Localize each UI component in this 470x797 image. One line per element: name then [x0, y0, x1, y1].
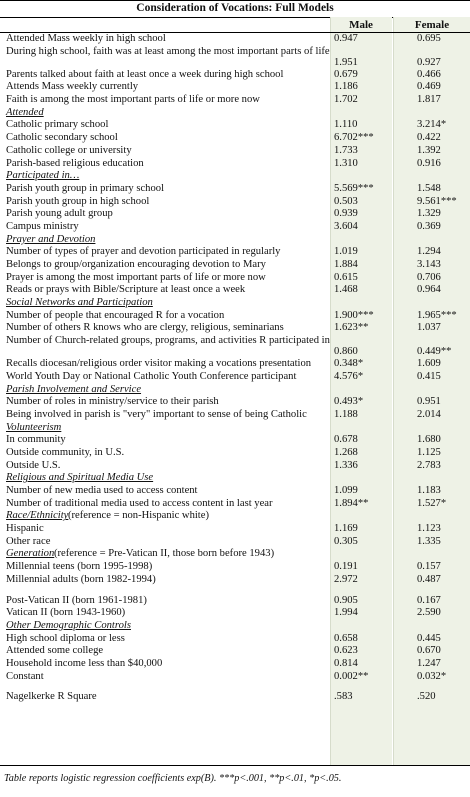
female-column-header: Female: [414, 19, 450, 31]
row-label: Attended Mass weekly in high school: [6, 33, 166, 44]
row-label: Number of Church-related groups, programs, and activities R participated in: [6, 335, 330, 347]
row-label: Outside U.S.: [6, 459, 61, 471]
male-coefficient: 1.900***: [334, 309, 374, 321]
row-label: Attended some college: [6, 645, 104, 657]
female-coefficient: 1.123: [417, 523, 441, 535]
row-label: Household income less than $40,000: [6, 657, 163, 669]
table-row: [0, 485, 470, 498]
row-label: World Youth Day or National Catholic Youth Conference participant: [6, 370, 297, 382]
row-label: Outside community, in U.S.: [6, 446, 125, 458]
row-label: Post-Vatican II (born 1961-1981): [6, 594, 147, 606]
female-coefficient: 0.167: [417, 594, 441, 606]
table-row: [0, 284, 470, 297]
table-row: [0, 158, 470, 171]
section-heading-row: [0, 472, 470, 485]
row-label: High school diploma or less: [6, 632, 125, 644]
table-note: Table reports logistic regression coefficients exp(B). ***p<.001, **p<.01, *p<.05.: [4, 773, 342, 784]
row-label: In community: [6, 434, 66, 446]
female-coefficient: 1.609: [417, 358, 441, 370]
table-row: [0, 447, 470, 460]
male-coefficient: 1.188: [334, 408, 358, 420]
female-coefficient: 1.965***: [417, 309, 457, 321]
table-row: [0, 658, 470, 671]
table-row: [0, 561, 470, 574]
table-row: [0, 196, 470, 209]
table-row: [0, 81, 470, 94]
bottom-rule: [0, 765, 470, 766]
table-row: [0, 595, 470, 608]
male-coefficient: 0.348*: [334, 358, 364, 370]
section-heading-row: [0, 107, 470, 120]
row-label: Being involved in parish is "very" important to sense of being Catholic: [6, 408, 307, 420]
section-heading-row: [0, 384, 470, 397]
male-coefficient: 0.002**: [334, 670, 369, 682]
table-row: [0, 607, 470, 620]
section-heading-row: [0, 548, 470, 561]
female-coefficient: 0.695: [417, 33, 441, 44]
section-heading: Other Demographic Controls: [6, 619, 131, 631]
female-coefficient: 0.369: [417, 220, 441, 232]
male-coefficient: 0.503: [334, 195, 358, 207]
row-label: Millennial teens (born 1995-1998): [6, 561, 153, 573]
male-coefficient: 1.169: [334, 523, 358, 535]
female-coefficient: 1.294: [417, 246, 441, 258]
table-row: [0, 33, 470, 46]
section-heading: Religious and Spiritual Media Use: [6, 472, 154, 484]
female-coefficient: 9.561***: [417, 195, 457, 207]
female-coefficient: 0.964: [417, 284, 441, 296]
female-coefficient: 1.817: [417, 94, 441, 106]
female-coefficient: 0.706: [417, 271, 441, 283]
table-row: [0, 46, 470, 69]
female-coefficient: 0.032*: [417, 670, 447, 682]
male-coefficient: 0.939: [334, 208, 358, 220]
section-heading-note: (reference = Pre-Vatican II, those born before 1943): [54, 548, 275, 560]
female-coefficient: 3.143: [417, 259, 441, 270]
section-heading-row: [0, 510, 470, 523]
row-label: Parish young adult group: [6, 208, 113, 220]
male-coefficient: 0.947: [334, 33, 358, 44]
spacer-row: [0, 587, 470, 595]
female-coefficient: 1.125: [417, 446, 441, 458]
female-coefficient: 0.916: [417, 157, 441, 169]
female-coefficient: 1.680: [417, 434, 441, 446]
row-label: Hispanic: [6, 523, 44, 535]
row-label: Belongs to group/organization encouraging devotion to Mary: [6, 259, 266, 270]
female-coefficient: 0.157: [417, 561, 441, 573]
section-heading: Generation: [6, 548, 55, 560]
female-coefficient: 1.183: [417, 485, 441, 496]
male-coefficient: 1.623**: [334, 322, 369, 334]
spacer-row: [0, 683, 470, 691]
row-label: Parish youth group in high school: [6, 195, 150, 207]
male-column-header: Male: [349, 19, 373, 31]
female-coefficient: 1.527*: [417, 497, 447, 509]
table-row: [0, 94, 470, 107]
male-coefficient: 1.994: [334, 607, 358, 619]
section-heading-row: [0, 422, 470, 435]
table-row: [0, 396, 470, 409]
male-coefficient: 2.972: [334, 573, 358, 585]
row-label: Parents talked about faith at least once a week during high school: [6, 68, 284, 80]
male-coefficient: 1.186: [334, 81, 358, 93]
male-coefficient: 0.615: [334, 271, 358, 283]
section-heading: Volunteerism: [6, 421, 62, 433]
female-coefficient: 0.445: [417, 632, 441, 644]
male-coefficient: 6.702***: [334, 132, 374, 144]
table-row: [0, 272, 470, 285]
table-row: [0, 310, 470, 323]
table-row: [0, 119, 470, 132]
row-label: During high school, faith was at least among the most important parts of life: [6, 45, 330, 57]
section-heading: Attended: [6, 106, 44, 118]
female-coefficient: 0.415: [417, 370, 441, 382]
section-heading-row: [0, 170, 470, 183]
table-row: [0, 523, 470, 536]
male-coefficient: 1.951: [334, 56, 358, 68]
female-coefficient: 0.422: [417, 132, 441, 144]
female-coefficient: 0.670: [417, 645, 441, 657]
row-label: Catholic college or university: [6, 144, 132, 156]
row-label: Prayer is among the most important parts of life or more now: [6, 271, 266, 283]
male-coefficient: 0.679: [334, 68, 358, 80]
row-label: Millennial adults (born 1982-1994): [6, 573, 156, 585]
row-label: Number of traditional media used to access content in last year: [6, 497, 273, 509]
row-label: Catholic primary school: [6, 119, 109, 131]
female-coefficient: 0.469: [417, 81, 441, 93]
row-label: Faith is among the most important parts of life or more now: [6, 94, 260, 106]
table-body: [0, 33, 470, 704]
section-heading: Race/Ethnicity: [6, 510, 69, 522]
male-coefficient: 1.468: [334, 284, 358, 296]
table-row: [0, 335, 470, 358]
table-row: [0, 574, 470, 587]
female-coefficient: 2.014: [417, 408, 441, 420]
table-row: [0, 434, 470, 447]
male-coefficient: .583: [334, 691, 353, 703]
table-row: [0, 536, 470, 549]
table-row: [0, 633, 470, 646]
row-label: Attends Mass weekly currently: [6, 81, 139, 93]
table-row: [0, 69, 470, 82]
female-coefficient: 2.590: [417, 607, 441, 619]
female-coefficient: 0.449**: [417, 346, 452, 358]
section-heading-row: [0, 620, 470, 633]
row-label: Nagelkerke R Square: [6, 691, 97, 703]
row-label: Parish-based religious education: [6, 157, 144, 169]
row-label: Number of roles in ministry/service to their parish: [6, 396, 219, 408]
section-heading-row: [0, 297, 470, 310]
table-row: [0, 132, 470, 145]
section-heading: Parish Involvement and Service: [6, 383, 142, 395]
row-label: Recalls diocesan/religious order visitor making a vocations presentation: [6, 358, 312, 370]
male-coefficient: 5.569***: [334, 182, 374, 194]
table-row: [0, 145, 470, 158]
female-coefficient: 0.487: [417, 573, 441, 585]
row-label: Vatican II (born 1943-1960): [6, 607, 126, 619]
section-heading: Participated in…: [6, 170, 80, 182]
female-coefficient: .520: [417, 691, 436, 703]
table-row: [0, 208, 470, 221]
table-row: [0, 358, 470, 371]
table-row: [0, 221, 470, 234]
row-label: Number of types of prayer and devotion participated in regularly: [6, 246, 281, 258]
male-coefficient: 1.884: [334, 259, 358, 270]
row-label: Constant: [6, 670, 44, 682]
table-row: [0, 671, 470, 684]
male-coefficient: 0.860: [334, 346, 358, 358]
table-title: Consideration of Vocations: Full Models: [0, 0, 470, 18]
male-coefficient: 1.894**: [334, 497, 369, 509]
male-coefficient: 0.905: [334, 594, 358, 606]
table-row: [0, 371, 470, 384]
male-coefficient: 1.099: [334, 485, 358, 496]
male-coefficient: 1.310: [334, 157, 358, 169]
table-row: [0, 246, 470, 259]
male-coefficient: 3.604: [334, 220, 358, 232]
male-coefficient: 0.305: [334, 535, 358, 547]
male-coefficient: 1.733: [334, 144, 358, 156]
row-label: Number of people that encouraged R for a vocation: [6, 309, 225, 321]
section-heading: Prayer and Devotion: [6, 233, 96, 245]
female-coefficient: 1.392: [417, 144, 441, 156]
female-coefficient: 1.247: [417, 657, 441, 669]
row-label: Number of new media used to access content: [6, 485, 198, 496]
table-row: [0, 322, 470, 335]
male-coefficient: 1.702: [334, 94, 358, 106]
female-coefficient: 1.037: [417, 322, 441, 334]
male-coefficient: 0.623: [334, 645, 358, 657]
female-coefficient: 0.951: [417, 396, 441, 408]
row-label: Parish youth group in primary school: [6, 182, 165, 194]
row-label: Catholic secondary school: [6, 132, 118, 144]
table-row: [0, 498, 470, 511]
male-coefficient: 1.336: [334, 459, 358, 471]
male-coefficient: 4.576*: [334, 370, 364, 382]
row-label: Reads or prays with Bible/Scripture at least once a week: [6, 284, 246, 296]
section-heading-note: (reference = non-Hispanic white): [68, 510, 209, 522]
female-coefficient: 0.927: [417, 56, 441, 68]
male-coefficient: 0.191: [334, 561, 358, 573]
table-row: [0, 409, 470, 422]
male-coefficient: 1.019: [334, 246, 358, 258]
male-coefficient: 0.814: [334, 657, 358, 669]
row-label: Campus ministry: [6, 220, 79, 232]
row-label: Other race: [6, 535, 51, 547]
table-row: [0, 460, 470, 473]
section-heading: Social Networks and Participation: [6, 297, 153, 309]
male-coefficient: 1.110: [334, 119, 358, 131]
female-coefficient: 2.783: [417, 459, 441, 471]
female-coefficient: 1.548: [417, 182, 441, 194]
male-coefficient: 0.678: [334, 434, 358, 446]
female-coefficient: 3.214*: [417, 119, 447, 131]
table-row: [0, 183, 470, 196]
male-coefficient: 0.493*: [334, 396, 364, 408]
section-heading-row: [0, 234, 470, 247]
female-coefficient: 1.335: [417, 535, 441, 547]
female-coefficient: 1.329: [417, 208, 441, 220]
table-row: [0, 691, 470, 704]
female-coefficient: 0.466: [417, 68, 441, 80]
row-label: Number of others R knows who are clergy, religious, seminarians: [6, 322, 284, 334]
table-row: [0, 645, 470, 658]
table-row: [0, 259, 470, 272]
male-coefficient: 0.658: [334, 632, 358, 644]
male-coefficient: 1.268: [334, 446, 358, 458]
